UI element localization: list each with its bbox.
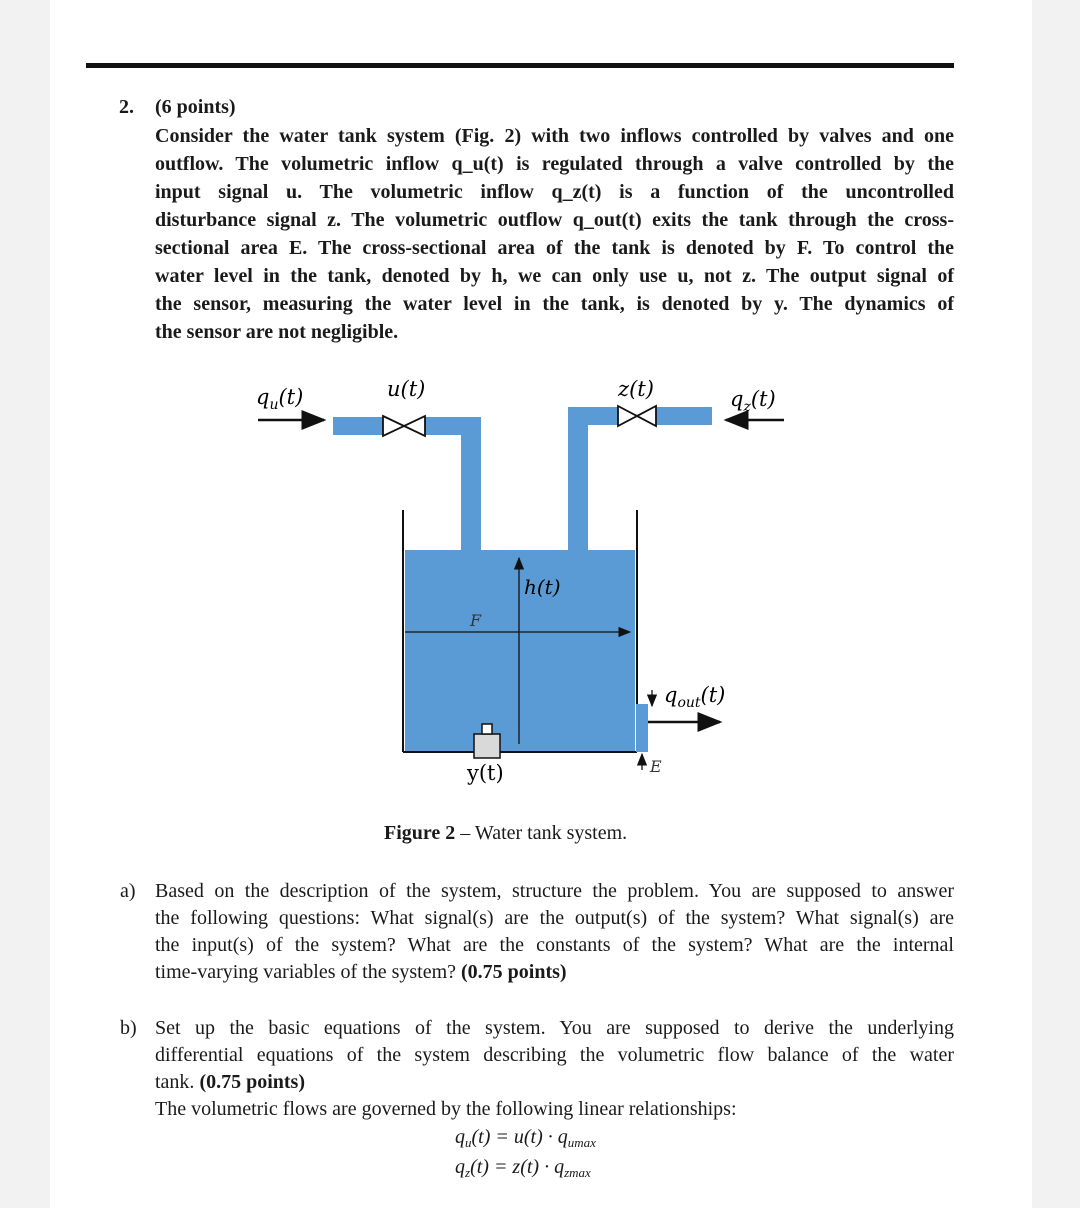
equation-qz: $q_z(t) = z(t) \cdot q_{zmax}$ bbox=[455, 1156, 591, 1180]
water-tank-figure bbox=[0, 360, 1080, 820]
valve-u-icon bbox=[383, 416, 425, 436]
equation-qu: $q_u(t) = u(t) \cdot q_{umax}$ bbox=[455, 1126, 596, 1150]
part-a-line: the following questions: What signal(s) are the output(s) of the system? What signal(s) are bbox=[155, 907, 954, 929]
question-number: 2. bbox=[119, 96, 134, 118]
question-points: (6 points) bbox=[155, 96, 236, 118]
label-h: h(t) bbox=[524, 575, 561, 599]
water-tank-diagram bbox=[0, 360, 1080, 820]
figure-caption: Figure 2 – Water tank system. bbox=[384, 822, 628, 844]
label-qu: $q_u(t)$ bbox=[256, 385, 304, 413]
question-line: the sensor are not negligible. bbox=[155, 321, 399, 343]
part-a-points: (0.75 points) bbox=[461, 961, 567, 983]
part-b-points: (0.75 points) bbox=[199, 1071, 306, 1093]
inlet-pipe-left bbox=[333, 417, 481, 550]
tank-water bbox=[405, 550, 635, 752]
valve-z-icon bbox=[618, 406, 656, 426]
question-line: sectional area E. The cross-sectional area of the tank is denoted by F. To control the bbox=[155, 237, 954, 259]
part-b-line: Set up the basic equations of the system. You are supposed to derive the underlying bbox=[155, 1017, 954, 1039]
outlet-pipe bbox=[636, 690, 648, 752]
question-line: disturbance signal z. The volumetric outflow q_out(t) exits the tank through the cross- bbox=[155, 209, 954, 231]
part-a-line: time-varying variables of the system? bbox=[155, 961, 457, 983]
question-line: outflow. The volumetric inflow q_u(t) is regulated through a valve controlled by the bbox=[155, 153, 954, 175]
label-y: y(t) bbox=[467, 761, 504, 785]
question-text bbox=[155, 122, 954, 346]
label-z: z(t) bbox=[618, 377, 654, 401]
part-b-label: b) bbox=[120, 1017, 137, 1039]
question-line: Consider the water tank system (Fig. 2) with two inflows controlled by valves and one bbox=[155, 125, 954, 147]
sensor-body bbox=[474, 734, 500, 758]
part-b-intro: The volumetric flows are governed by the following linear relationships: bbox=[155, 1098, 737, 1120]
question-line: input signal u. The volumetric inflow q_z(t) is a function of the uncontrolled bbox=[155, 181, 954, 203]
label-u: u(t) bbox=[387, 377, 426, 401]
part-b-line: differential equations of the system describing the volumetric flow balance of the water bbox=[155, 1044, 954, 1066]
label-qz: $q_z(t)$ bbox=[730, 387, 776, 415]
question-line: the sensor, measuring the water level in the tank, is denoted by y. The dynamics of bbox=[155, 293, 954, 315]
part-a-label: a) bbox=[120, 880, 136, 902]
top-rule bbox=[86, 63, 954, 68]
tank bbox=[403, 510, 637, 752]
inlet-pipe-right bbox=[568, 407, 712, 550]
part-a-line: Based on the description of the system, structure the problem. You are supposed to answer bbox=[155, 880, 954, 902]
label-E: E bbox=[650, 757, 662, 776]
part-b-line: tank. bbox=[155, 1071, 195, 1093]
label-F: F bbox=[470, 611, 482, 630]
question-line: water level in the tank, denoted by h, we can only use u, not z. The output signal of bbox=[155, 265, 954, 287]
part-a-line: the input(s) of the system? What are the constants of the system? What are the internal bbox=[155, 934, 954, 956]
label-qout: $q_{out}(t)$ bbox=[664, 683, 726, 711]
